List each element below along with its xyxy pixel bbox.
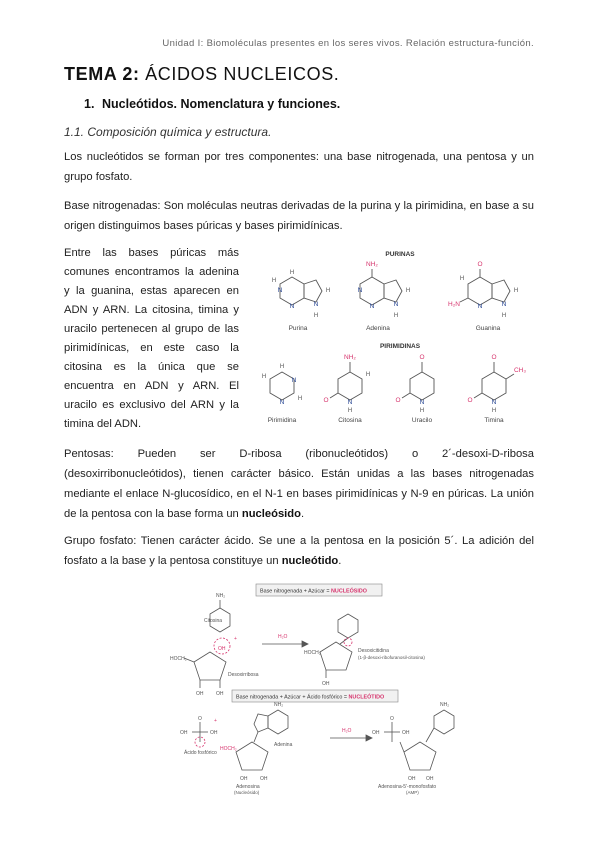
paragraph-components: Los nucleótidos se forman por tres componentes: una base nitrogenada, una pentosa y un grupo fosfato. xyxy=(64,151,534,183)
title-text: ÁCIDOS NUCLEICOS. xyxy=(145,64,340,84)
svg-text:N: N xyxy=(477,303,483,310)
svg-text:H: H xyxy=(393,313,399,319)
svg-text:Base nitrogenada + Azúcar + Ác: Base nitrogenada + Azúcar + Ácido fosfórico = NUCLEÓTIDO xyxy=(236,694,385,701)
svg-text:+: + xyxy=(234,636,237,642)
svg-text:OH: OH xyxy=(372,730,380,736)
pentoses-text: Pentosas: Pueden ser D-ribosa (ribonucleótidos) o 2´-desoxi-D-ribosa (desoxirribonucleótidos), tienen carácter básico. Están unidas a las bases nitrogenadas mediante el enlace N-glucosídico, en el N-1 en bases pirimidínicas y N-9 en púricas. La unión de la pentosa con la base forma un xyxy=(64,448,534,520)
svg-text:O: O xyxy=(477,261,483,268)
svg-text:H: H xyxy=(289,270,295,276)
svg-text:N: N xyxy=(347,399,353,406)
purines-title: PURINAS xyxy=(385,251,415,258)
svg-text:(Nucleósido): (Nucleósido) xyxy=(234,790,260,795)
svg-text:NH₂: NH₂ xyxy=(344,354,356,361)
adenine-hex xyxy=(357,277,384,305)
svg-text:Desoxirribosa: Desoxirribosa xyxy=(228,672,259,678)
paragraph-bases-detail: Entre las bases púricas más comunes encontramos la adenina y la guanina, estas aparecen en ADN y ARN. La citosina, timina y uracilo pertenecen al grupo de las pirimidínicas, en este caso la citosina es la única que se encuentra en ADN y ARN. El uracilo es exclusivo del ARN y la timina del ADN. xyxy=(64,247,239,430)
fig-deoxycytidine-base xyxy=(338,614,358,638)
svg-text:OH: OH xyxy=(196,691,204,697)
svg-text:Ácido fosfórico: Ácido fosfórico xyxy=(184,750,217,756)
fig-adenine-pent xyxy=(254,714,268,732)
nucleotide-formation-figure xyxy=(170,580,470,800)
svg-text:Desoxicitidina: Desoxicitidina xyxy=(358,648,389,654)
svg-text:OH: OH xyxy=(426,776,434,782)
svg-text:H: H xyxy=(513,288,519,294)
uracil-hex xyxy=(410,372,434,400)
svg-text:NH₂: NH₂ xyxy=(274,702,284,708)
svg-text:Adenina: Adenina xyxy=(274,742,293,748)
svg-text:N: N xyxy=(291,377,297,384)
svg-text:OH: OH xyxy=(322,681,330,687)
paragraph-pentoses xyxy=(64,444,534,524)
svg-text:N: N xyxy=(313,301,319,308)
fig-sugar-ring xyxy=(194,652,226,680)
label-timina: Timina xyxy=(484,417,504,424)
cytosine-hex xyxy=(338,372,362,400)
title-label: TEMA 2 xyxy=(64,64,133,84)
paragraph-bases: Base nitrogenadas: Son moléculas neutras derivadas de la purina y la pirimidina, en base a su origen distinguimos bases púricas y bases pirimidínicas. xyxy=(64,200,534,232)
svg-text:H: H xyxy=(491,408,497,414)
svg-text:Base nitrogenada + Azúcar = NU: Base nitrogenada + Azúcar = NUCLEÓSIDO xyxy=(260,588,367,595)
fig-adenine-hex xyxy=(268,710,288,734)
svg-text:Adenosina-5'-monofosfato: Adenosina-5'-monofosfato xyxy=(378,784,437,790)
fig-deoxycytidine-sugar xyxy=(320,642,352,670)
phosphate-end: . xyxy=(338,555,342,567)
purine-hex xyxy=(277,277,304,305)
svg-text:+: + xyxy=(214,718,217,724)
svg-text:N: N xyxy=(289,303,295,310)
svg-text:Citosina: Citosina xyxy=(204,618,223,624)
adenine-pent xyxy=(384,280,402,302)
svg-text:NH₂: NH₂ xyxy=(440,702,450,708)
svg-text:H: H xyxy=(365,372,371,378)
svg-text:H: H xyxy=(313,313,319,319)
svg-text:N: N xyxy=(491,399,497,406)
svg-text:O: O xyxy=(198,716,202,722)
thymine-hex xyxy=(482,372,506,400)
svg-text:H₂N: H₂N xyxy=(448,301,460,308)
nitrogenous-bases-figure xyxy=(250,244,550,430)
pyrimidine-hex xyxy=(270,372,294,400)
svg-text:H₂O: H₂O xyxy=(342,728,352,734)
svg-text:N: N xyxy=(277,287,283,294)
svg-text:N: N xyxy=(393,301,399,308)
svg-text:H: H xyxy=(419,408,425,414)
svg-text:CH₃: CH₃ xyxy=(513,367,527,374)
phosphate-text: Grupo fosfato: Tienen carácter ácido. Se une a la pentosa en la posición 5´. La adición del fosfato a la base y la pentosa constituye un xyxy=(64,535,534,567)
svg-text:N: N xyxy=(279,399,285,406)
svg-text:H: H xyxy=(279,364,285,370)
svg-text:O: O xyxy=(395,397,401,404)
svg-text:OH: OH xyxy=(240,776,248,782)
svg-text:HOCH₂: HOCH₂ xyxy=(220,746,237,752)
fig-ribose-ring xyxy=(236,742,268,770)
svg-text:OH: OH xyxy=(260,776,268,782)
term-nucleotido: nucleótido xyxy=(281,555,339,567)
svg-text:H: H xyxy=(271,278,277,284)
svg-text:N: N xyxy=(369,303,375,310)
svg-text:H: H xyxy=(405,288,411,294)
svg-text:Adenosina: Adenosina xyxy=(236,784,260,790)
svg-text:NH₂: NH₂ xyxy=(216,593,226,599)
svg-text:H: H xyxy=(347,408,353,414)
pentoses-end: . xyxy=(300,508,305,520)
svg-text:HOCH₂: HOCH₂ xyxy=(304,650,321,656)
purine-pent xyxy=(304,280,322,302)
running-header: Unidad I: Biomoléculas presentes en los seres vivos. Relación estructura-función. xyxy=(162,38,534,49)
svg-text:OH: OH xyxy=(402,730,410,736)
subsection-heading: 1.1. Composición química y estructura. xyxy=(64,125,272,139)
svg-text:O: O xyxy=(491,354,497,361)
fig-amp-adenine xyxy=(434,710,454,734)
label-purina: Purina xyxy=(288,325,308,332)
svg-text:NH₂: NH₂ xyxy=(366,261,378,268)
svg-text:OH: OH xyxy=(408,776,416,782)
svg-text:H: H xyxy=(501,313,507,319)
fig-amp-ribose xyxy=(404,742,436,770)
svg-text:O: O xyxy=(467,397,473,404)
svg-text:HOCH₂: HOCH₂ xyxy=(170,656,187,662)
term-nucleosido: nucleósido xyxy=(241,508,301,520)
section-heading xyxy=(84,97,340,111)
page-title xyxy=(64,64,339,85)
pyrimidines-title: PIRIMIDINAS xyxy=(379,343,421,350)
svg-text:H: H xyxy=(459,276,465,282)
svg-text:OH: OH xyxy=(216,691,224,697)
svg-text:H₂O: H₂O xyxy=(278,634,288,640)
label-adenina: Adenina xyxy=(366,325,390,332)
svg-text:H: H xyxy=(297,396,303,402)
label-uracilo: Uracilo xyxy=(411,417,433,424)
section-title: Nucleótidos. Nomenclatura y funciones. xyxy=(102,97,341,111)
svg-text:(AMP): (AMP) xyxy=(406,790,419,795)
title-separator: : xyxy=(132,64,140,84)
section-number: 1. xyxy=(84,97,95,111)
svg-text:O: O xyxy=(323,397,329,404)
svg-text:OH: OH xyxy=(218,646,226,652)
svg-text:H: H xyxy=(325,288,331,294)
svg-text:O: O xyxy=(419,354,425,361)
svg-text:(1-β-desoxi-ribofuranosil-cito: (1-β-desoxi-ribofuranosil-citosina) xyxy=(358,655,425,660)
svg-text:N: N xyxy=(357,287,363,294)
label-guanina: Guanina xyxy=(475,325,501,332)
svg-text:O: O xyxy=(390,716,394,722)
guanine-pent xyxy=(492,280,510,302)
svg-text:H: H xyxy=(261,374,267,380)
svg-text:N: N xyxy=(501,301,507,308)
paragraph-phosphate xyxy=(64,531,534,571)
label-citosina: Citosina xyxy=(338,417,362,424)
svg-text:OH: OH xyxy=(210,730,218,736)
svg-text:OH: OH xyxy=(180,730,188,736)
guanine-hex xyxy=(468,277,492,305)
label-pirimidina: Pirimidina xyxy=(267,417,297,424)
svg-text:N: N xyxy=(419,399,425,406)
